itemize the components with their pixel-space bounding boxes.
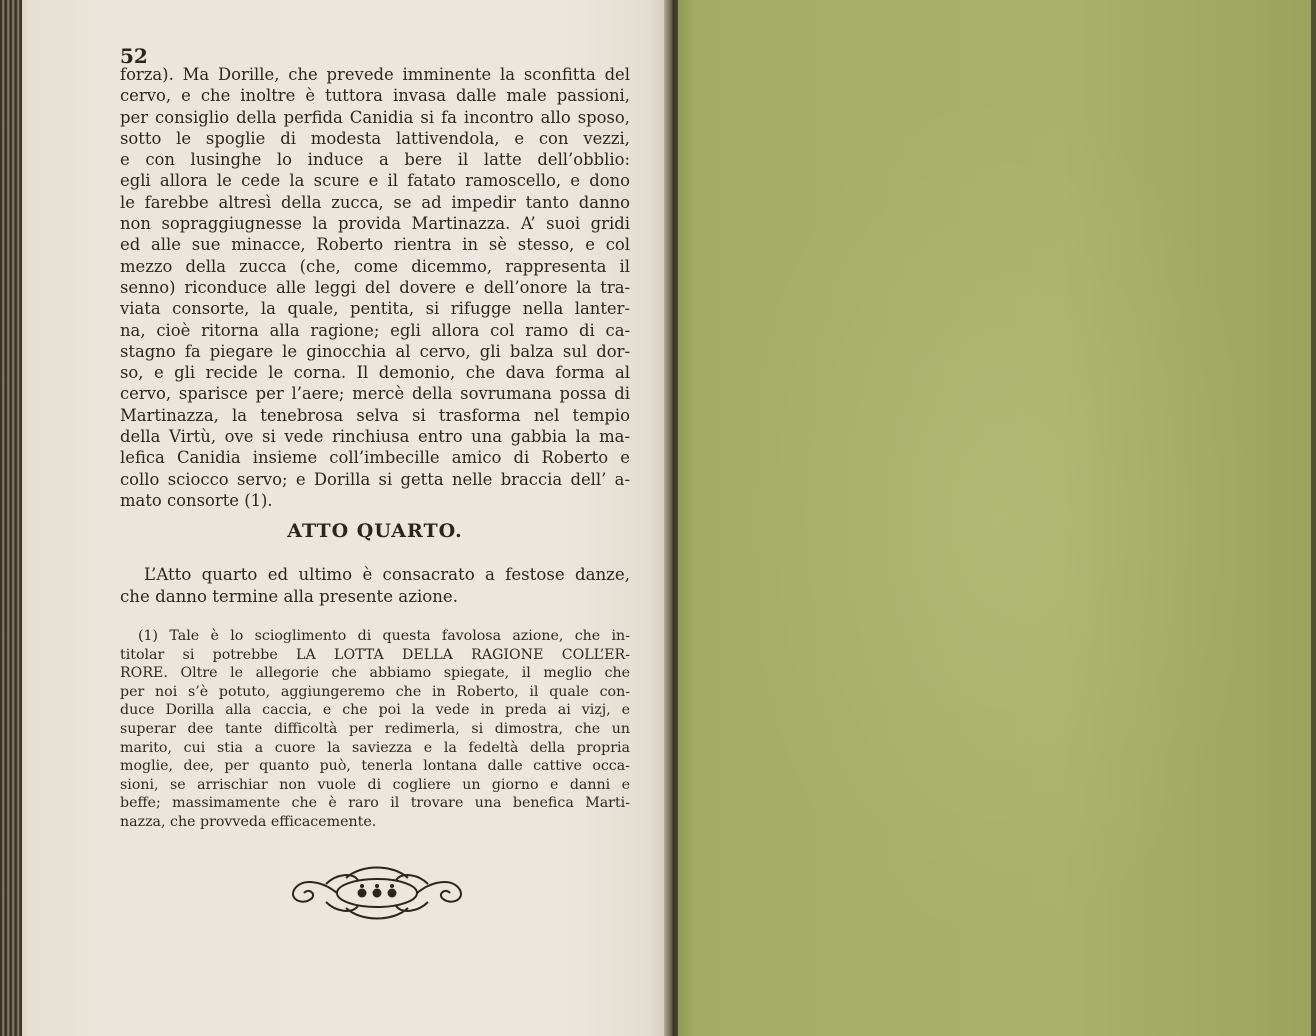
body-line: cervo, sparisce per l’aere; mercè della sovrumana possa di xyxy=(120,384,630,404)
body-line: collo sciocco servo; e Dorilla si getta nelle braccia dell’ a- xyxy=(120,469,630,489)
act-line: L’Atto quarto ed ultimo è consacrato a festose danze, xyxy=(144,565,630,584)
body-line: stagno fa piegare le ginocchia al cervo, gli balza sul dor- xyxy=(120,341,630,361)
act-line: che danno termine alla presente azione. xyxy=(120,587,459,606)
decorative-scroll-ornament-icon xyxy=(286,860,468,926)
body-line: ed alle sue minacce, Roberto rientra in sè stesso, e col xyxy=(120,235,630,255)
footnote-line: RORE. Oltre le allegorie che abbiamo spiegate, il meglio che xyxy=(120,665,630,682)
act-heading: ATTO QUARTO. xyxy=(287,520,463,542)
footnote-line: titolar si potrebbe LA LOTTA DELLA RAGIONE COLL’ER- xyxy=(120,646,630,663)
body-line: senno) riconduce alle leggi del dovere e dell’onore la tra- xyxy=(120,277,630,297)
body-line: non sopraggiugnesse la provida Martinazza. A’ suoi gridi xyxy=(120,214,630,234)
footnote-line: marito, cui stia a cuore la saviezza e la fedeltà della propria xyxy=(120,739,630,756)
footnote-line: per noi s’è potuto, aggiungeremo che in Roberto, il quale con- xyxy=(120,683,630,700)
endpaper-page xyxy=(678,0,1316,1036)
footnote xyxy=(120,627,630,832)
page-number: 52 xyxy=(120,44,148,68)
body-line: sotto le spoglie di modesta lattivendola, e con vezzi, xyxy=(120,128,630,148)
body-line: mezzo della zucca (che, come dicemmo, rappresenta il xyxy=(120,256,630,276)
footnote-line: beffe; massimamente che è raro il trovare una benefica Marti- xyxy=(120,795,630,812)
footnote-line: (1) Tale è lo scioglimento di questa favolosa azione, che in- xyxy=(138,628,630,644)
footnote-line: sioni, se arrischiar non vuole di cogliere un giorno e danni e xyxy=(120,776,630,793)
body-line: viata consorte, la quale, pentita, si rifugge nella lanter- xyxy=(120,299,630,319)
footnote-line: nazza, che provveda efficacemente. xyxy=(120,813,377,830)
body-line: na, cioè ritorna alla ragione; egli allora col ramo di ca- xyxy=(120,320,630,340)
body-line: le farebbe altresì della zucca, se ad impedir tanto danno xyxy=(120,192,630,212)
body-line: mato consorte (1). xyxy=(120,490,273,510)
body-paragraph xyxy=(120,64,630,511)
body-line: egli allora le cede la scure e il fatato ramoscello, e dono xyxy=(120,171,630,191)
footnote-line: moglie, dee, per quanto può, tenerla lontana dalle cattive occa- xyxy=(120,758,630,775)
page-stack-edge xyxy=(0,0,22,1036)
body-line: cervo, e che inoltre è tuttora invasa dalle male passioni, xyxy=(120,86,630,106)
body-line: Martinazza, la tenebrosa selva si trasforma nel tempio xyxy=(120,405,630,425)
footnote-line: duce Dorilla alla caccia, e che poi la vede in preda ai vizj, e xyxy=(120,702,630,719)
body-line: per consiglio della perfida Canidia si fa incontro allo sposo, xyxy=(120,107,630,127)
body-line: forza). Ma Dorille, che prevede imminente la sconfitta del xyxy=(120,65,630,84)
endpaper-edge xyxy=(1311,0,1316,1036)
body-line: della Virtù, ove si vede rinchiusa entro una gabbia la ma- xyxy=(120,427,630,447)
body-line: e con lusinghe lo induce a bere il latte dell’obblio: xyxy=(120,150,630,170)
body-line: so, e gli recide le corna. Il demonio, che dava forma al xyxy=(120,363,630,383)
body-line: lefica Canidia insieme coll’imbecille amico di Roberto e xyxy=(120,448,630,468)
footnote-line: superar dee tante difficoltà per redimerla, si dimostra, che un xyxy=(120,720,630,737)
act-paragraph xyxy=(120,564,630,608)
